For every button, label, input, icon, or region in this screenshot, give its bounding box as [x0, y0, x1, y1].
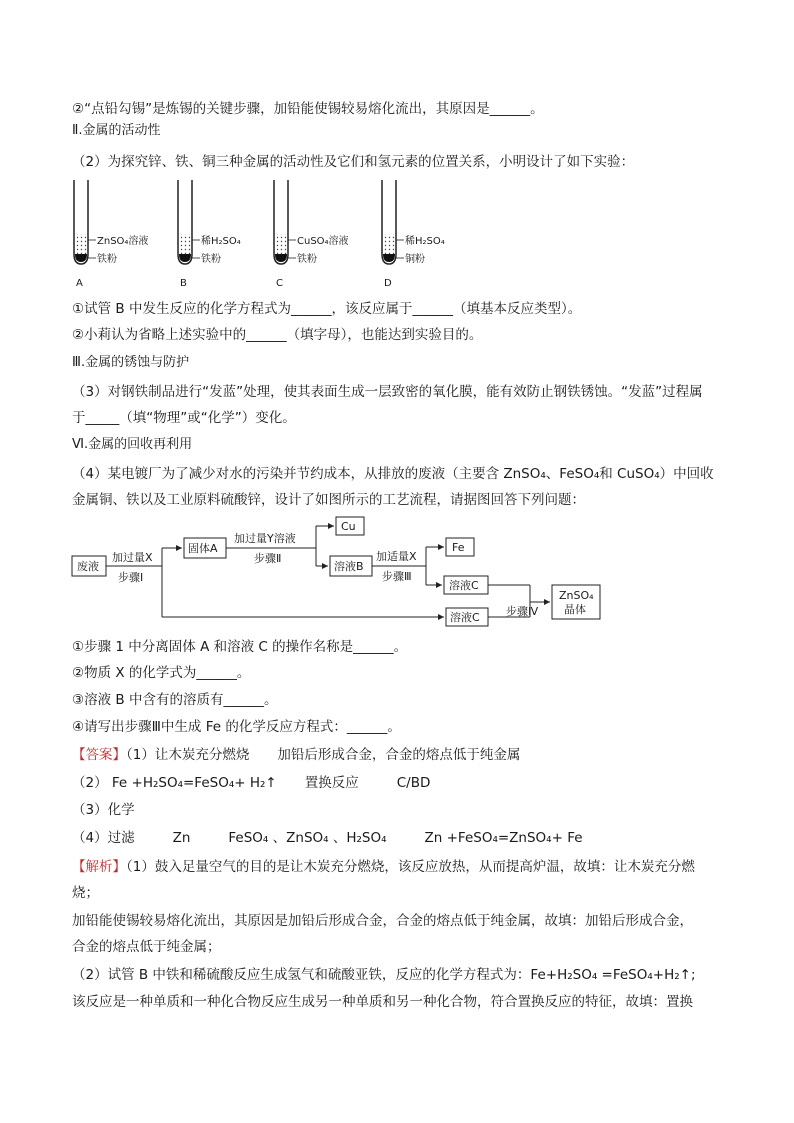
add-appropriate-x-label: 加适量X [376, 550, 417, 563]
process-flow-diagram [70, 512, 610, 630]
tube-b-solution: 稀H₂SO₄ [201, 236, 241, 247]
fe-box: Fe [452, 541, 465, 554]
q2-sub2: ②小莉认为省略上述实验中的______（填字母），也能达到实验目的。 [72, 327, 483, 343]
test-tube-figure [60, 172, 480, 292]
step3-label: 步骤Ⅲ [382, 570, 412, 583]
tube-c-metal: 铁粉 [297, 254, 317, 265]
tube-a-letter: A [76, 278, 83, 289]
q4-line2: 金属铜、铁以及工业原料硫酸锌，设计了如图所示的工艺流程，请据图回答下列问题： [72, 492, 585, 508]
q4-sub1: ①步骤 1 中分离固体 A 和溶液 C 的操作名称是______。 [72, 639, 408, 655]
answer-4d: Zn +FeSO₄=ZnSO₄+ Fe [424, 830, 583, 846]
answer-1b: 加铅后形成合金，合金的熔点低于纯金属 [277, 747, 521, 763]
tube-b-metal: 铁粉 [201, 254, 221, 265]
q4-line1: （4）某电镀厂为了减少对水的污染并节约成本，从排放的废液（主要含 ZnSO₄、FeSO₄和 CuSO₄）中回收 [72, 466, 714, 482]
step4-label: 步骤Ⅳ [506, 605, 539, 618]
answer-2b: 置换反应 [304, 775, 359, 791]
solution-b-box: 溶液B [334, 560, 364, 573]
q2-sub1: ①试管 B 中发生反应的化学方程式为______，该反应属于______（填基本反应类型）。 [72, 301, 582, 317]
analysis-tag: 【解析】 [72, 859, 126, 875]
solution-c-box-1: 溶液C [449, 579, 479, 592]
analysis-4: 该反应是一种单质和一种化合物反应生成另一种单质和另一种化合物，符合置换反应的特征，故填：置换 [72, 994, 693, 1010]
tube-b-letter: B [180, 278, 187, 289]
tube-d-letter: D [384, 278, 392, 289]
solution-c-box-2: 溶液C [450, 611, 480, 624]
answer-4c: FeSO₄ 、ZnSO₄ 、H₂SO₄ [228, 830, 387, 846]
q3-line2: 于_____（填“物理”或“化学”）变化。 [72, 410, 296, 426]
analysis-2b: 合金的熔点低于纯金属； [72, 939, 221, 955]
section-4-heading: Ⅵ.金属的回收再利用 [72, 437, 193, 452]
q2-intro: （2）为探究锌、铁、铜三种金属的活动性及它们和氢元素的位置关系，小明设计了如下实验： [72, 154, 635, 170]
q4-sub4: ④请写出步骤Ⅲ中生成 Fe 的化学反应方程式：______。 [72, 719, 401, 735]
waste-liquid-box: 废液 [77, 560, 99, 573]
analysis-1b: 烧； [72, 885, 99, 901]
tube-c-letter: C [276, 278, 283, 289]
answer-line1 [72, 746, 520, 764]
section-3-heading: Ⅲ.金属的锈蚀与防护 [72, 355, 190, 370]
answer-tag: 【答案】 [72, 747, 126, 763]
answer-3: （3）化学 [72, 802, 135, 818]
q4-sub2: ②物质 X 的化学式为______。 [72, 665, 251, 681]
tube-c-solution: CuSO₄溶液 [297, 236, 349, 247]
answer-2c: C/BD [396, 775, 431, 791]
analysis-2a: 加铅能使锡较易熔化流出，其原因是加铅后形成合金，合金的熔点低于纯金属，故填：加铅后形成合金， [72, 913, 693, 929]
analysis-line1 [72, 858, 695, 876]
analysis-3: （2）试管 B 中铁和稀硫酸反应生成氢气和硫酸亚铁，反应的化学方程式为：Fe+H₂SO₄ =FeSO₄+H₂↑; [72, 967, 696, 983]
q4-sub3: ③溶液 B 中含有的溶质有______。 [72, 692, 278, 708]
answer-1a: （1）让木炭充分燃烧 [126, 747, 250, 763]
tube-d [382, 180, 445, 289]
tube-d-metal: 铜粉 [405, 254, 425, 265]
solid-a-box: 固体A [188, 542, 218, 555]
tube-a-solution: ZnSO₄溶液 [97, 236, 149, 247]
znso4-label: ZnSO₄ [559, 589, 594, 602]
tube-a-metal: 铁粉 [97, 254, 117, 265]
answer-line4 [72, 829, 583, 847]
step2-label: 步骤Ⅱ [254, 552, 282, 565]
section-2-heading: Ⅱ.金属的活动性 [72, 123, 161, 138]
answer-4a: （4）过滤 [72, 830, 135, 846]
cu-box: Cu [341, 520, 356, 533]
add-excess-x-label: 加过量X [112, 551, 153, 564]
step1-label: 步骤Ⅰ [118, 571, 144, 584]
tube-a [74, 180, 148, 289]
add-excess-y-label: 加过量Y溶液 [234, 532, 296, 545]
analysis-1a: （1）鼓入足量空气的目的是让木炭充分燃烧，该反应放热，从而提高炉温，故填：让木炭充分燃 [126, 859, 695, 875]
answer-line2 [72, 774, 430, 792]
tube-d-solution: 稀H₂SO₄ [405, 236, 445, 247]
tube-b [178, 180, 241, 289]
answer-2a: （2） Fe +H₂SO₄=FeSO₄+ H₂↑ [72, 775, 277, 791]
tube-c [274, 180, 349, 289]
q3-line1: （3）对钢铁制品进行“发蓝”处理，使其表面生成一层致密的氧化膜，能有效防止钢铁锈蚀。“发蓝”过程属 [72, 384, 703, 400]
answer-4b: Zn [172, 830, 191, 846]
q1-part2: ②“点铅勾锡”是炼锡的关键步骤，加铅能使锡较易熔化流出，其原因是______。 [72, 101, 544, 117]
crystal-label: 晶体 [564, 603, 586, 616]
